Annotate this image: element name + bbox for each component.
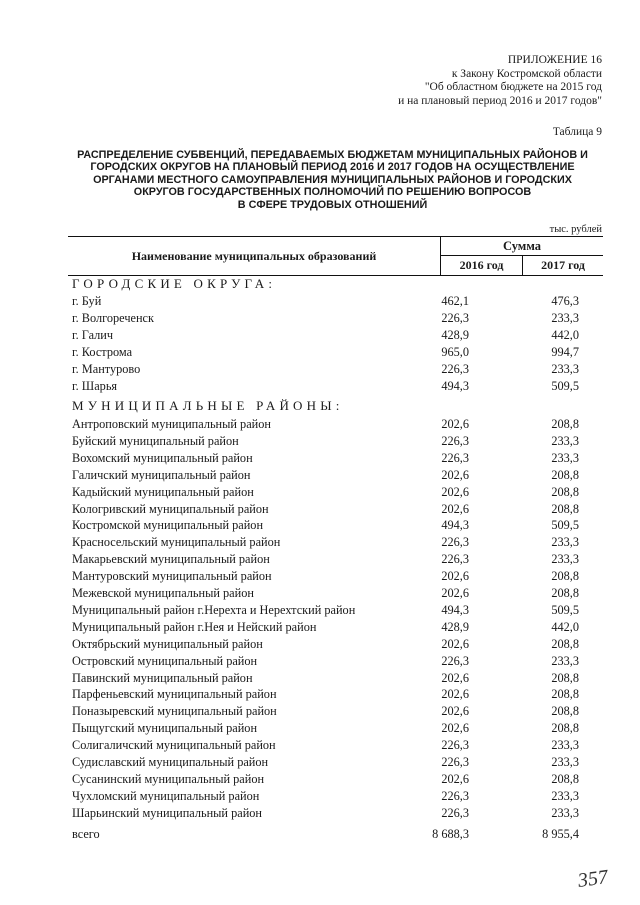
row-name: Кологривский муниципальный район	[72, 501, 269, 516]
table-row	[72, 327, 607, 344]
column-header-sum: Сумма	[441, 237, 603, 256]
value-2016: 494,3	[441, 602, 469, 617]
table-row	[72, 686, 607, 703]
table-number: Таблица 9	[552, 126, 602, 138]
value-2017: 476,3	[551, 294, 579, 308]
table-row	[72, 737, 607, 754]
row-name: Красносельский муниципальный район	[72, 535, 281, 550]
row-name: Чухломский муниципальный район	[72, 788, 260, 803]
value-2016: 428,9	[441, 619, 469, 634]
table-row	[72, 484, 607, 501]
table-row	[72, 670, 607, 687]
appendix-number: ПРИЛОЖЕНИЕ 16	[507, 54, 602, 66]
table-row	[72, 293, 607, 310]
handwritten-page-number: 357	[576, 866, 610, 892]
value-2017: 208,8	[551, 417, 579, 431]
row-name: Галичский муниципальный район	[72, 467, 251, 482]
value-2017: 233,3	[551, 552, 579, 567]
value-2017: 233,3	[551, 738, 579, 753]
law-title-line2: и на плановый период 2016 и 2017 годов"	[398, 94, 602, 107]
table-row	[72, 310, 607, 327]
table-row	[72, 361, 607, 378]
value-2016: 202,6	[441, 501, 469, 516]
value-2016: 428,9	[441, 328, 469, 342]
value-2016: 462,1	[441, 294, 469, 308]
table-row	[72, 568, 607, 585]
table-row	[72, 703, 607, 720]
value-2016: 202,6	[441, 670, 469, 685]
table-row	[72, 788, 607, 805]
row-name: Солигаличский муниципальный район	[72, 738, 276, 753]
row-name: Сусанинский муниципальный район	[72, 771, 265, 786]
value-2016: 226,3	[441, 738, 469, 753]
table-row	[72, 517, 607, 534]
value-2016: 494,3	[441, 518, 469, 533]
row-name: Шарьинский муниципальный район	[72, 805, 263, 820]
table-row	[72, 602, 607, 619]
value-2017: 233,3	[551, 805, 579, 820]
row-name: Судиславский муниципальный район	[72, 755, 269, 769]
column-header-2016: 2016 год	[441, 256, 523, 275]
value-2017: 233,3	[551, 311, 579, 325]
value-2016: 202,6	[441, 569, 469, 584]
table-row	[72, 619, 607, 636]
table-row	[72, 416, 607, 433]
table-row	[72, 653, 607, 670]
total-value-2016: 8 688,3	[432, 827, 469, 841]
value-2017: 208,8	[551, 501, 579, 516]
table-row	[72, 378, 607, 395]
value-2016: 202,6	[441, 417, 469, 431]
row-name: г. Буй	[72, 294, 102, 308]
row-name: г. Кострома	[72, 345, 133, 359]
value-2016: 202,6	[441, 484, 469, 499]
title-line: ОРГАНАМИ МЕСТНОГО САМОУПРАВЛЕНИЯ МУНИЦИПАЛЬНЫХ РАЙОНОВ И ГОРОДСКИХ	[93, 173, 572, 186]
value-2016: 226,3	[441, 433, 469, 448]
total-row	[72, 826, 607, 843]
value-2017: 233,3	[551, 450, 579, 465]
value-2016: 226,3	[441, 311, 469, 325]
value-2017: 509,5	[551, 602, 579, 617]
title-line: ОКРУГОВ ГОСУДАРСТВЕННЫХ ПОЛНОМОЧИЙ ПО РЕШЕНИЮ ВОПРОСОВ	[133, 186, 532, 199]
value-2016: 202,6	[441, 636, 469, 651]
table-header	[68, 236, 603, 276]
value-2017: 233,3	[551, 433, 579, 448]
document-title	[60, 149, 605, 211]
row-name: Межевской муниципальный район	[72, 586, 254, 600]
row-name: Павинский муниципальный район	[72, 670, 253, 685]
value-2017: 233,3	[551, 653, 579, 668]
row-name: Антроповский муниципальный район	[72, 417, 271, 431]
section-heading-municipal-districts: МУНИЦИПАЛЬНЫЕ РАЙОНЫ:	[72, 398, 344, 413]
title-line: В СФЕРЕ ТРУДОВЫХ ОТНОШЕНИЙ	[237, 198, 428, 211]
value-2016: 226,3	[441, 552, 469, 567]
row-name: г. Шарья	[72, 379, 118, 393]
value-2016: 202,6	[441, 771, 469, 786]
value-2016: 226,3	[441, 653, 469, 668]
value-2016: 226,3	[441, 362, 469, 376]
value-2016: 494,3	[441, 379, 469, 393]
value-2017: 208,8	[551, 704, 579, 719]
value-2017: 208,8	[551, 721, 579, 736]
units-label: тыс. рублей	[549, 224, 602, 235]
value-2017: 509,5	[551, 518, 579, 533]
value-2017: 509,5	[551, 379, 579, 393]
value-2017: 233,3	[551, 755, 579, 769]
section-heading-city-districts: ГОРОДСКИЕ ОКРУГА:	[72, 276, 277, 291]
value-2017: 208,8	[551, 467, 579, 482]
row-name: Кадыйский муниципальный район	[72, 484, 254, 499]
table-row	[72, 433, 607, 450]
value-2017: 208,8	[551, 771, 579, 786]
table-row	[72, 805, 607, 822]
row-name: Поназыревский муниципальный район	[72, 704, 277, 719]
row-name: г. Волгореченск	[72, 311, 154, 325]
value-2017: 994,7	[551, 345, 579, 359]
table-row	[72, 585, 607, 602]
total-label: всего	[72, 827, 100, 841]
row-name: г. Галич	[72, 328, 114, 342]
value-2016: 226,3	[441, 755, 469, 769]
value-2017: 442,0	[551, 619, 579, 634]
value-2017: 208,8	[551, 687, 579, 702]
row-name: г. Мантурово	[72, 362, 141, 376]
table-row	[72, 534, 607, 551]
table-row	[72, 754, 607, 771]
table-row	[72, 771, 607, 788]
value-2016: 226,3	[441, 805, 469, 820]
value-2017: 233,3	[551, 362, 579, 376]
table-row	[72, 636, 607, 653]
value-2017: 208,8	[551, 569, 579, 584]
column-header-name: Наименование муниципальных образований	[68, 237, 441, 275]
value-2016: 202,6	[441, 467, 469, 482]
row-name: Островский муниципальный район	[72, 653, 258, 668]
row-name: Вохомский муниципальный район	[72, 450, 253, 465]
row-name: Муниципальный район г.Нея и Нейский район	[72, 619, 317, 634]
value-2017: 233,3	[551, 788, 579, 803]
value-2016: 226,3	[441, 788, 469, 803]
row-name: Мантуровский муниципальный район	[72, 569, 272, 584]
row-name: Октябрьский муниципальный район	[72, 636, 263, 651]
row-name: Пыщугский муниципальный район	[72, 721, 258, 736]
law-title-line1: "Об областном бюджете на 2015 год	[424, 81, 602, 94]
value-2017: 208,8	[551, 484, 579, 499]
value-2016: 202,6	[441, 586, 469, 600]
table-row	[72, 551, 607, 568]
title-line: ГОРОДСКИХ ОКРУГОВ НА ПЛАНОВЫЙ ПЕРИОД 2016 И 2017 ГОДОВ НА ОСУЩЕСТВЛЕНИЕ	[90, 161, 575, 174]
column-header-2017: 2017 год	[541, 258, 585, 272]
row-name: Муниципальный район г.Нерехта и Нерехтский район	[72, 602, 356, 617]
value-2017: 442,0	[551, 328, 579, 342]
value-2017: 208,8	[551, 636, 579, 651]
value-2016: 202,6	[441, 704, 469, 719]
value-2016: 202,6	[441, 687, 469, 702]
value-2017: 208,8	[551, 586, 579, 600]
value-2016: 202,6	[441, 721, 469, 736]
row-name: Костромской муниципальный район	[72, 518, 264, 533]
table-row	[72, 467, 607, 484]
row-name: Буйский муниципальный район	[72, 433, 239, 448]
value-2016: 226,3	[441, 450, 469, 465]
value-2017: 208,8	[551, 670, 579, 685]
law-reference: к Закону Костромской области	[451, 67, 602, 80]
table-row	[72, 720, 607, 737]
document-header	[398, 54, 602, 108]
title-line: РАСПРЕДЕЛЕНИЕ СУБВЕНЦИЙ, ПЕРЕДАВАЕМЫХ БЮДЖЕТАМ МУНИЦИПАЛЬНЫХ РАЙОНОВ И	[77, 149, 588, 161]
row-name: Макарьевский муниципальный район	[72, 552, 270, 567]
table-row	[72, 344, 607, 361]
total-value-2017: 8 955,4	[542, 827, 579, 841]
value-2016: 965,0	[441, 345, 469, 359]
value-2017: 233,3	[551, 535, 579, 550]
value-2016: 226,3	[441, 535, 469, 550]
table-row	[72, 450, 607, 467]
row-name: Парфеньевский муниципальный район	[72, 687, 277, 702]
table-row	[72, 501, 607, 518]
